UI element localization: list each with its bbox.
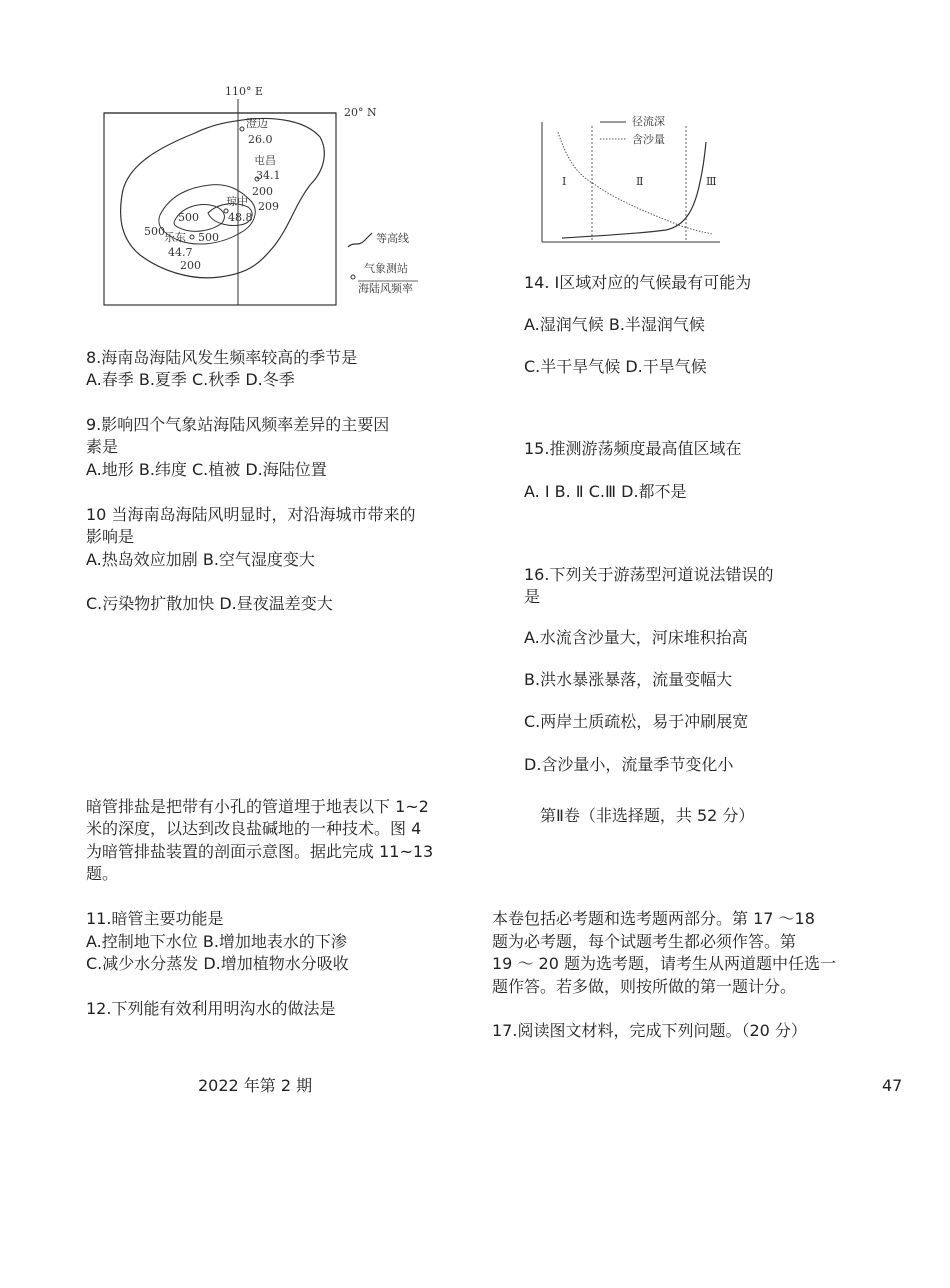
hainan-map: [100, 95, 480, 320]
q16-option-a: A.水流含沙量大，河床堆积抬高: [524, 628, 748, 647]
q11-options: A.控制地下水位 B.增加地表水的下渗: [86, 932, 347, 951]
chart-legend-sediment: 含沙量: [632, 133, 665, 146]
section-intro-line: 题作答。若多做，则按所做的第一题计分。: [492, 977, 797, 996]
contour-label: 209: [258, 200, 279, 213]
intro-line: 米的深度，以达到改良盐碱地的一种技术。图 4: [86, 819, 422, 838]
contour-label: 500: [178, 211, 199, 224]
station-value: 34.1: [256, 169, 281, 182]
section-title: 第Ⅱ卷（非选择题，共 52 分）: [540, 806, 755, 825]
q8-options: A.春季 B.夏季 C.秋季 D.冬季: [86, 370, 295, 389]
station-name: 琼中: [226, 195, 248, 208]
q14-options: C.半干旱气候 D.干旱气候: [524, 357, 707, 376]
q9-options: A.地形 B.纬度 C.植被 D.海陆位置: [86, 460, 327, 479]
station-value: 48.8: [228, 211, 253, 224]
q17-stem: 17.阅读图文材料，完成下列问题。（20 分）: [492, 1021, 807, 1040]
q12-stem: 12.下列能有效利用明沟水的做法是: [86, 999, 336, 1018]
map-longitude-label: 110° E: [225, 85, 264, 98]
contour-label: 500: [144, 225, 165, 238]
contour-label: 200: [252, 185, 273, 198]
footer-issue: 2022 年第 2 期: [198, 1076, 313, 1095]
q9-stem: 9.影响四个气象站海陆风频率差异的主要因: [86, 415, 390, 434]
q16-option-d: D.含沙量小，流量季节变化小: [524, 755, 734, 774]
q16-option-b: B.洪水暴涨暴落，流量变幅大: [524, 670, 733, 689]
intro-line: 暗管排盐是把带有小孔的管道埋于地表以下 1~2: [86, 797, 429, 816]
q14-options: A.湿润气候 B.半湿润气候: [524, 315, 705, 334]
q10-stem: 10 当海南岛海陆风明显时，对沿海城市带来的: [86, 505, 416, 524]
legend-frequency: 海陆风频率: [358, 282, 413, 295]
intro-line: 为暗管排盐装置的剖面示意图。据此完成 11~13: [86, 842, 434, 861]
q10-options: C.污染物扩散加快 D.昼夜温差变大: [86, 594, 333, 613]
intro-line: 题。: [86, 864, 119, 883]
chart-zone-label: Ⅱ: [636, 175, 644, 188]
legend-contour: 等高线: [376, 232, 409, 245]
section-intro-line: 19 ～ 20 题为选考题，请考生从两道题中任选一: [492, 954, 836, 973]
q8-stem: 8.海南岛海陆风发生频率较高的季节是: [86, 348, 358, 367]
chart-legend-runoff: 径流深: [632, 115, 665, 128]
footer-page-number: 47: [882, 1076, 903, 1095]
q10-stem: 影响是: [86, 527, 135, 546]
contour-label: 200: [180, 259, 201, 272]
q9-stem: 素是: [86, 437, 119, 456]
q16-stem: 是: [524, 587, 541, 606]
chart-zone-label: Ⅰ: [562, 175, 567, 188]
chart-zone-label: Ⅲ: [706, 175, 717, 188]
section-intro-line: 题为必考题，每个试题考生都必须作答。第: [492, 932, 797, 951]
station-name: 澄迈: [246, 117, 268, 130]
station-name: 屯昌: [254, 154, 276, 167]
q16-option-c: C.两岸土质疏松，易于冲刷展宽: [524, 712, 749, 731]
q11-options: C.减少水分蒸发 D.增加植物水分吸收: [86, 954, 349, 973]
q15-options: A. Ⅰ B. Ⅱ C.Ⅲ D.都不是: [524, 482, 687, 501]
legend-station: 气象测站: [364, 262, 408, 275]
section-intro-line: 本卷包括必考题和选考题两部分。第 17 ～18: [492, 909, 815, 928]
map-latitude-label: 20° N: [344, 106, 377, 119]
q11-stem: 11.暗管主要功能是: [86, 909, 224, 928]
q15-stem: 15.推测游荡频度最高值区域在: [524, 439, 742, 458]
contour-label: 500: [198, 231, 219, 244]
q14-stem: 14. Ⅰ区域对应的气候最有可能为: [524, 273, 752, 292]
station-name: 乐东: [164, 231, 186, 244]
q10-options: A.热岛效应加剧 B.空气湿度变大: [86, 550, 315, 569]
q16-stem: 16.下列关于游荡型河道说法错误的: [524, 565, 774, 584]
station-value: 44.7: [168, 246, 193, 259]
station-value: 26.0: [248, 133, 273, 146]
